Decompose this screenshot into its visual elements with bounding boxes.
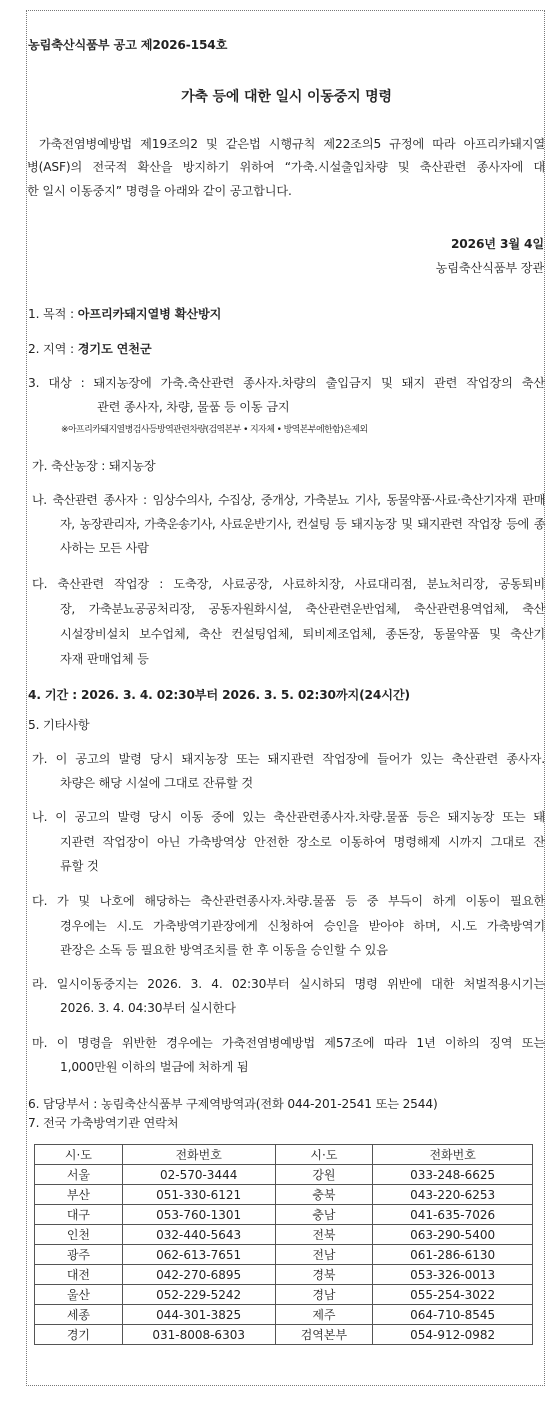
region-cell: 부산: [35, 1185, 123, 1205]
other-heading: 5. 기타사항: [28, 718, 90, 732]
notice-date: 2026년 3월 4일: [450, 237, 544, 251]
phone-cell: 044-301-3825: [122, 1305, 275, 1325]
region-cell: 광주: [35, 1245, 123, 1265]
phone-cell: 032-440-5643: [122, 1225, 275, 1245]
region-cell: 울산: [35, 1285, 123, 1305]
phone-cell: 042-270-6895: [122, 1265, 275, 1285]
intro-line: 가축전염병예방법 제19조의2 및 같은법 시행규칙 제22조의5 규정에 따라 아프리카돼지열: [39, 137, 545, 151]
other-item-line: 경우에는 시.도 가축방역기관장에게 신청하여 승인을 받아야 하며, 시.도 가축방역기: [60, 919, 545, 933]
table-row: [35, 1245, 533, 1265]
intro-line: 병(ASF)의 전국적 확산을 방지하기 위하여 “가축.시설출입차량 및 축산관련 종사자에 대: [27, 160, 545, 174]
contacts-table: [34, 1144, 533, 1345]
target-item-workers-line: 자, 농장관리자, 가축운송기사, 사료운반기사, 컨설팅 등 돼지농장 및 돼지관련 작업장 등에 종: [60, 517, 545, 531]
target-line: 관련 종사자, 차량, 물품 등 이동 금지: [97, 400, 290, 414]
region-value: 경기도 연천군: [77, 342, 152, 356]
target-line: 3. 대상 : 돼지농장에 가축.축산관련 종사자.차량의 출입금지 및 돼지 관련 작업장의 축산: [28, 376, 545, 390]
purpose-label: 1. 목적 :: [28, 307, 78, 321]
region-line: [28, 340, 547, 358]
table-header: 전화번호: [122, 1145, 275, 1165]
region-cell: 충북: [275, 1185, 373, 1205]
table-row: [35, 1165, 533, 1185]
issuer: 농림축산식품부 장관: [435, 261, 544, 275]
table-header: 시·도: [35, 1145, 123, 1165]
region-cell: 제주: [275, 1305, 373, 1325]
region-cell: 전남: [275, 1245, 373, 1265]
region-cell: 경기: [35, 1325, 123, 1345]
notice-title: 가축 등에 대한 일시 이동중지 명령: [181, 89, 392, 105]
phone-cell: 061-286-6130: [373, 1245, 533, 1265]
target-item-worksites-line: 자재 판매업체 등: [60, 652, 149, 666]
region-cell: 대전: [35, 1265, 123, 1285]
contact-department: 6. 담당부서 : 농림축산식품부 구제역방역과(전화 044-201-2541 또는 2544): [28, 1097, 438, 1111]
other-item-line: 2026. 3. 4. 04:30부터 실시한다: [60, 1001, 236, 1015]
other-item-line: 다. 가 및 나호에 해당하는 축산관련종사자.차량.물품 등 중 부득이 하게 이동이 필요한: [32, 894, 545, 908]
target-item-worksites-line: 장, 가축분뇨공공처리장, 공동자원화시설, 축산관련운반업체, 축산관련용역업체, 축산: [60, 602, 545, 616]
region-label: 2. 지역 :: [28, 342, 78, 356]
table-header-row: [35, 1145, 533, 1165]
target-item-worksites-line: 다. 축산관련 작업장 : 도축장, 사료공장, 사료하치장, 사료대리점, 분뇨처리장, 공동퇴비: [32, 577, 545, 591]
target-item-workers-line: 사하는 모든 사람: [60, 541, 149, 555]
phone-cell: 055-254-3022: [373, 1285, 533, 1305]
purpose-line: [28, 305, 547, 323]
other-item-line: 관장은 소독 등 필요한 방역조치를 한 후 이동을 승인할 수 있음: [60, 943, 388, 957]
target-item-workers-line: 나. 축산관련 종사자 : 임상수의사, 수집상, 중개상, 가축분뇨 기사, 동물약품·사료·축산기자재 판매: [32, 493, 545, 507]
notice-document: [26, 10, 545, 1386]
phone-cell: 041-635-7026: [373, 1205, 533, 1225]
region-cell: 경남: [275, 1285, 373, 1305]
phone-cell: 064-710-8545: [373, 1305, 533, 1325]
other-item-line: 차량은 해당 시설에 그대로 잔류할 것: [60, 776, 253, 790]
table-row: [35, 1225, 533, 1245]
phone-cell: 02-570-3444: [122, 1165, 275, 1185]
region-cell: 충남: [275, 1205, 373, 1225]
table-row: [35, 1185, 533, 1205]
other-item-line: 지관련 작업장이 아닌 가축방역상 안전한 장소로 이동하여 명령해제 시까지 그대로 잔: [60, 835, 545, 849]
table-row: [35, 1325, 533, 1345]
phone-cell: 053-326-0013: [373, 1265, 533, 1285]
other-item-line: 가. 이 공고의 발령 당시 돼지농장 또는 돼지관련 작업장에 들어가 있는 축산관련 종사자.: [32, 752, 545, 766]
other-item-line: 마. 이 명령을 위반한 경우에는 가축전염병예방법 제57조에 따라 1년 이하의 징역 또는: [32, 1036, 545, 1050]
region-cell: 대구: [35, 1205, 123, 1225]
target-item-farm: 가. 축산농장 : 돼지농장: [32, 459, 156, 473]
notice-number: 농림축산식품부 공고 제2026-154호: [28, 38, 228, 52]
other-item-line: 류할 것: [60, 859, 99, 873]
other-item-line: 1,000만원 이하의 벌금에 처하게 됨: [60, 1060, 249, 1074]
phone-cell: 062-613-7651: [122, 1245, 275, 1265]
region-cell: 인천: [35, 1225, 123, 1245]
target-note: ※아프리카돼지열병검사등방역관련차량(검역본부 • 지자체 • 방역본부에한함)은제외: [61, 425, 368, 435]
table-row: [35, 1305, 533, 1325]
table-row: [35, 1205, 533, 1225]
region-cell: 세종: [35, 1305, 123, 1325]
purpose-value: 아프리카돼지열병 확산방지: [77, 307, 222, 321]
target-item-worksites-line: 시설장비설치 보수업체, 축산 컨설팅업체, 퇴비제조업체, 종돈장, 동물약품 및 축산기: [60, 627, 545, 641]
intro-line: 한 일시 이동중지” 명령을 아래와 같이 공고합니다.: [27, 184, 292, 198]
table-row: [35, 1265, 533, 1285]
region-cell: 검역본부: [275, 1325, 373, 1345]
region-cell: 강원: [275, 1165, 373, 1185]
phone-cell: 051-330-6121: [122, 1185, 275, 1205]
region-cell: 전북: [275, 1225, 373, 1245]
phone-cell: 033-248-6625: [373, 1165, 533, 1185]
phone-cell: 052-229-5242: [122, 1285, 275, 1305]
other-item-line: 나. 이 공고의 발령 당시 이동 중에 있는 축산관련종사자.차량.물품 등은 돼지농장 또는 돼: [32, 810, 545, 824]
other-item-line: 라. 일시이동중지는 2026. 3. 4. 02:30부터 실시하되 명령 위반에 대한 처벌적용시기는: [32, 977, 545, 991]
region-cell: 서울: [35, 1165, 123, 1185]
table-header: 전화번호: [373, 1145, 533, 1165]
period-line: 4. 기간 : 2026. 3. 4. 02:30부터 2026. 3. 5. 02:30까지(24시간): [28, 688, 410, 702]
phone-cell: 063-290-5400: [373, 1225, 533, 1245]
phone-cell: 043-220-6253: [373, 1185, 533, 1205]
phone-cell: 053-760-1301: [122, 1205, 275, 1225]
phone-cell: 031-8008-6303: [122, 1325, 275, 1345]
table-header: 시·도: [275, 1145, 373, 1165]
phone-cell: 054-912-0982: [373, 1325, 533, 1345]
table-row: [35, 1285, 533, 1305]
contacts-heading: 7. 전국 가축방역기관 연락처: [28, 1116, 179, 1130]
region-cell: 경북: [275, 1265, 373, 1285]
